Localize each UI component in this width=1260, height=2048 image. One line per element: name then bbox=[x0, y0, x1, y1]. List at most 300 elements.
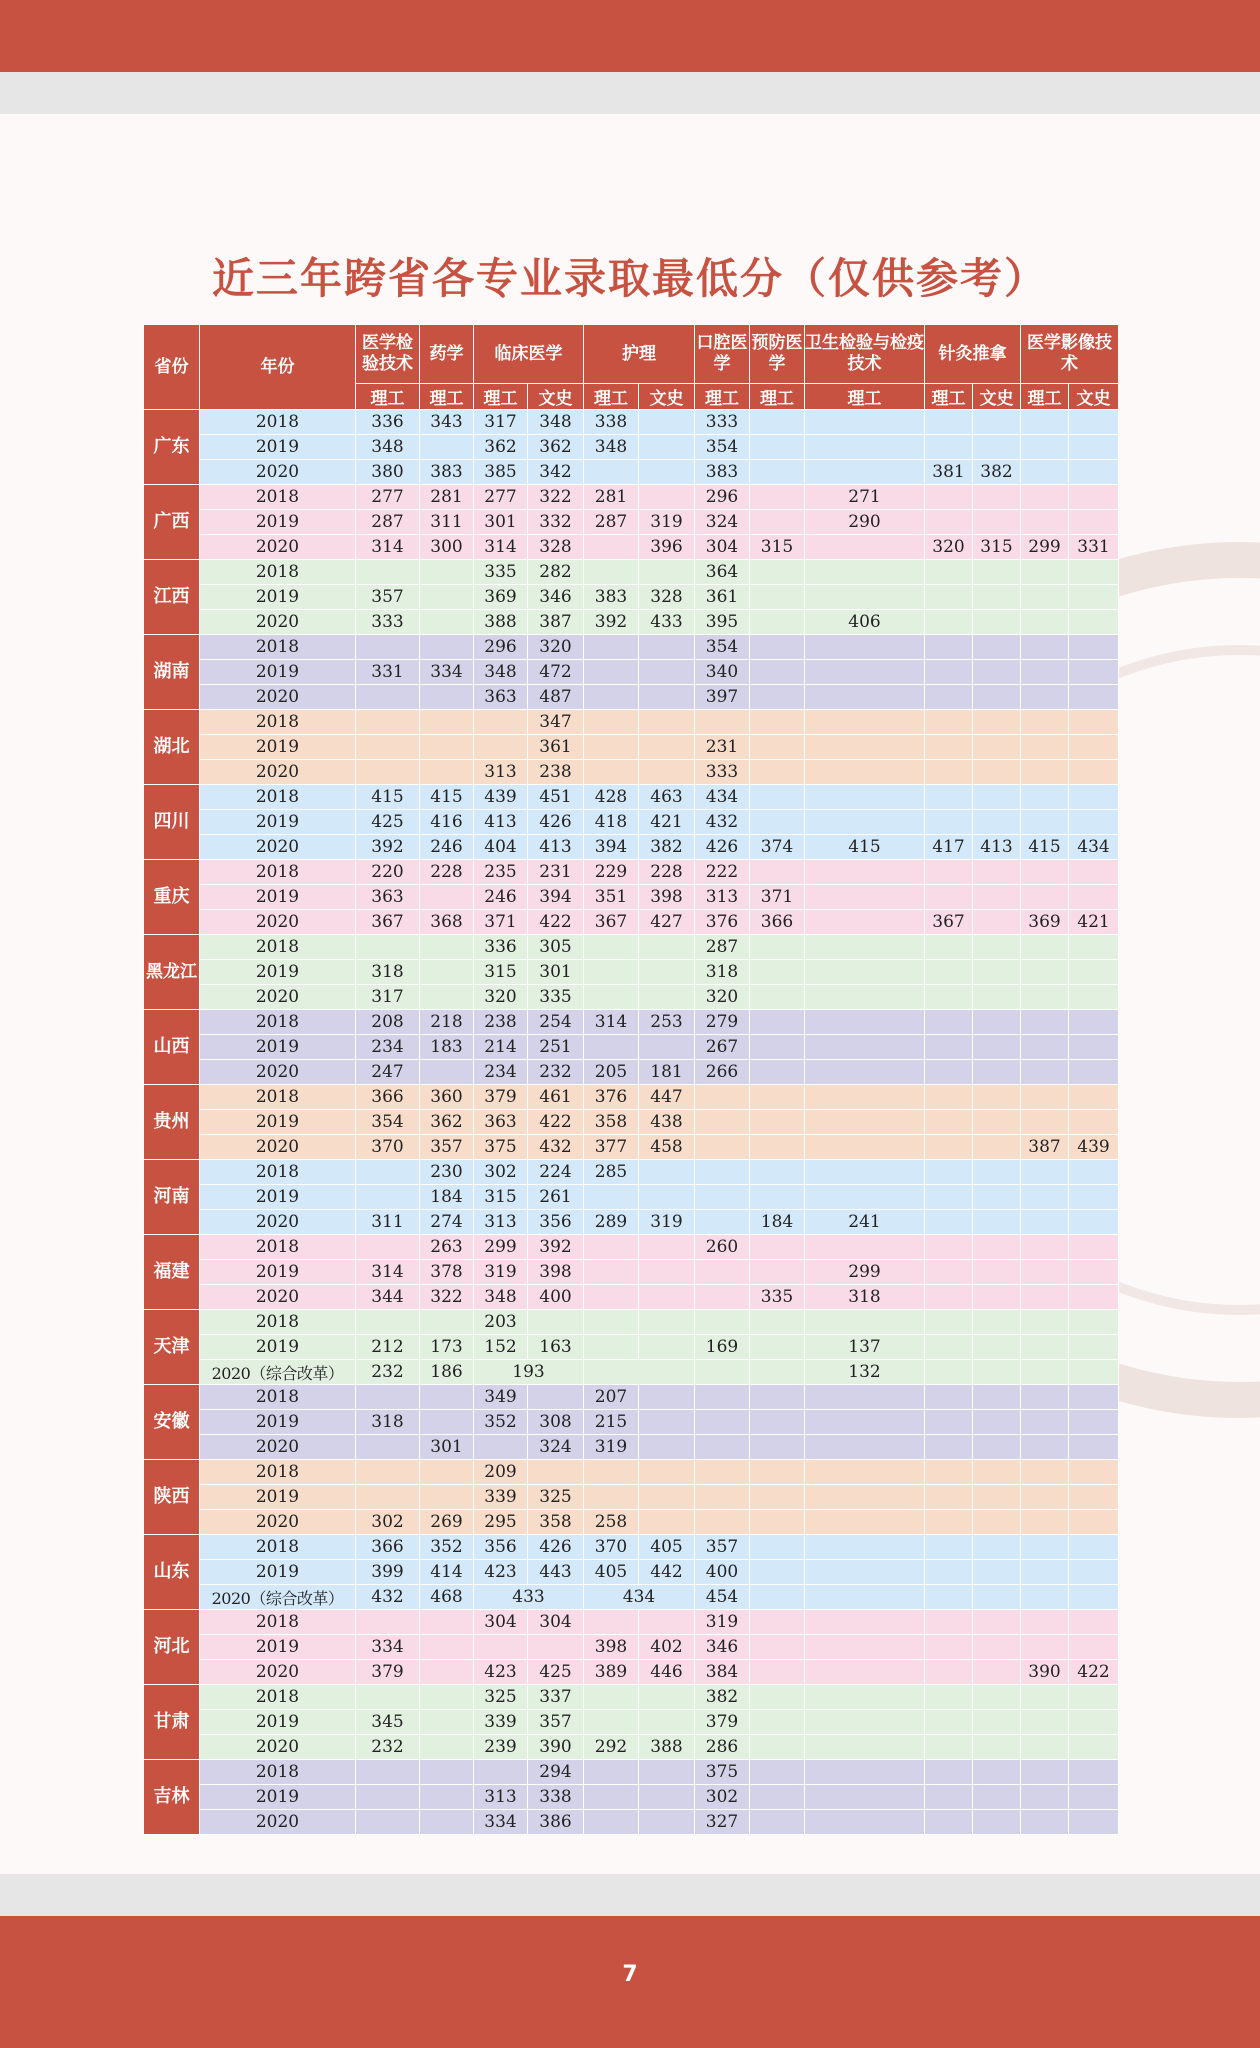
header-subject-type: 理工 bbox=[695, 384, 750, 410]
score-cell: 220 bbox=[356, 860, 420, 885]
table-row bbox=[144, 1210, 1119, 1235]
score-cell bbox=[973, 1185, 1021, 1210]
score-cell: 295 bbox=[474, 1510, 528, 1535]
score-cell bbox=[695, 1110, 750, 1135]
table-row bbox=[144, 485, 1119, 510]
score-cell bbox=[1069, 1160, 1119, 1185]
score-cell: 357 bbox=[528, 1710, 584, 1735]
header-subject-type: 理工 bbox=[420, 384, 474, 410]
score-cell bbox=[973, 910, 1021, 935]
table-row bbox=[144, 660, 1119, 685]
score-cell bbox=[973, 1335, 1021, 1360]
table-row bbox=[144, 1410, 1119, 1435]
year-cell: 2019 bbox=[200, 1335, 356, 1360]
header-major: 预防医学 bbox=[750, 325, 805, 384]
score-cell: 386 bbox=[528, 1810, 584, 1835]
score-cell: 395 bbox=[695, 610, 750, 635]
year-cell: 2018 bbox=[200, 485, 356, 510]
score-cell: 367 bbox=[925, 910, 973, 935]
year-cell: 2020 bbox=[200, 1135, 356, 1160]
score-cell bbox=[639, 460, 695, 485]
score-cell bbox=[925, 1010, 973, 1035]
score-cell bbox=[695, 1485, 750, 1510]
score-cell: 300 bbox=[420, 535, 474, 560]
score-cell bbox=[750, 410, 805, 435]
score-cell: 390 bbox=[528, 1735, 584, 1760]
score-cell: 376 bbox=[695, 910, 750, 935]
score-cell: 338 bbox=[584, 410, 639, 435]
score-cell: 352 bbox=[474, 1410, 528, 1435]
score-cell bbox=[1069, 685, 1119, 710]
year-cell: 2019 bbox=[200, 1260, 356, 1285]
year-cell: 2020 bbox=[200, 1735, 356, 1760]
score-cell bbox=[805, 1810, 925, 1835]
year-cell: 2019 bbox=[200, 435, 356, 460]
score-cell: 305 bbox=[528, 935, 584, 960]
table-row bbox=[144, 1785, 1119, 1810]
score-cell bbox=[356, 1760, 420, 1785]
year-cell: 2019 bbox=[200, 1710, 356, 1735]
score-cell: 229 bbox=[584, 860, 639, 885]
table-row bbox=[144, 1260, 1119, 1285]
score-cell bbox=[925, 1510, 973, 1535]
score-cell bbox=[1069, 760, 1119, 785]
score-cell bbox=[973, 1410, 1021, 1435]
year-cell: 2019 bbox=[200, 1185, 356, 1210]
score-cell: 319 bbox=[474, 1260, 528, 1285]
score-cell: 215 bbox=[584, 1410, 639, 1435]
score-cell: 369 bbox=[1021, 910, 1069, 935]
year-cell: 2018 bbox=[200, 860, 356, 885]
score-cell: 193 bbox=[474, 1360, 584, 1385]
score-cell bbox=[356, 1810, 420, 1835]
score-cell: 290 bbox=[805, 510, 925, 535]
score-cell bbox=[805, 660, 925, 685]
score-cell bbox=[750, 1110, 805, 1135]
score-cell: 362 bbox=[528, 435, 584, 460]
score-cell bbox=[973, 1510, 1021, 1535]
score-cell bbox=[584, 560, 639, 585]
score-cell bbox=[973, 660, 1021, 685]
score-cell bbox=[420, 760, 474, 785]
score-cell bbox=[584, 460, 639, 485]
score-cell: 318 bbox=[805, 1285, 925, 1310]
score-cell bbox=[805, 1010, 925, 1035]
score-cell: 388 bbox=[639, 1735, 695, 1760]
score-cell bbox=[639, 1460, 695, 1485]
score-cell bbox=[420, 635, 474, 660]
score-cell: 327 bbox=[695, 1810, 750, 1835]
score-cell bbox=[584, 660, 639, 685]
score-cell bbox=[1069, 635, 1119, 660]
score-cell: 184 bbox=[750, 1210, 805, 1235]
score-cell: 352 bbox=[420, 1535, 474, 1560]
year-cell: 2018 bbox=[200, 785, 356, 810]
score-cell bbox=[474, 1760, 528, 1785]
score-cell bbox=[805, 585, 925, 610]
score-cell bbox=[584, 1360, 695, 1385]
score-cell bbox=[420, 710, 474, 735]
score-cell bbox=[420, 1460, 474, 1485]
score-cell bbox=[584, 710, 639, 735]
header-year: 年份 bbox=[200, 325, 356, 410]
score-cell bbox=[925, 560, 973, 585]
score-cell bbox=[584, 1285, 639, 1310]
score-cell bbox=[1069, 610, 1119, 635]
score-cell bbox=[1021, 810, 1069, 835]
score-cell bbox=[356, 1785, 420, 1810]
province-cell: 河北 bbox=[144, 1610, 200, 1685]
score-cell bbox=[1069, 1485, 1119, 1510]
year-cell: 2020 bbox=[200, 535, 356, 560]
table-row bbox=[144, 1035, 1119, 1060]
score-cell bbox=[420, 1685, 474, 1710]
year-cell: 2018 bbox=[200, 1610, 356, 1635]
score-cell bbox=[1021, 660, 1069, 685]
score-cell bbox=[925, 860, 973, 885]
score-cell: 398 bbox=[639, 885, 695, 910]
score-cell: 415 bbox=[805, 835, 925, 860]
score-cell bbox=[1021, 435, 1069, 460]
score-cell: 387 bbox=[1021, 1135, 1069, 1160]
header-major: 护理 bbox=[584, 325, 695, 384]
score-cell bbox=[805, 710, 925, 735]
score-cell bbox=[584, 535, 639, 560]
score-cell: 261 bbox=[528, 1185, 584, 1210]
year-cell: 2020 bbox=[200, 1435, 356, 1460]
score-cell bbox=[973, 935, 1021, 960]
score-cell: 332 bbox=[528, 510, 584, 535]
score-cell bbox=[973, 1660, 1021, 1685]
score-cell bbox=[805, 985, 925, 1010]
score-cell bbox=[1021, 1735, 1069, 1760]
score-cell bbox=[925, 1460, 973, 1485]
score-cell: 333 bbox=[695, 760, 750, 785]
year-cell: 2019 bbox=[200, 510, 356, 535]
score-cell: 325 bbox=[474, 1685, 528, 1710]
score-cell bbox=[474, 1635, 528, 1660]
province-cell: 广东 bbox=[144, 410, 200, 485]
score-cell bbox=[925, 1760, 973, 1785]
score-cell bbox=[639, 485, 695, 510]
score-cell: 334 bbox=[474, 1810, 528, 1835]
score-cell bbox=[639, 760, 695, 785]
score-cell bbox=[750, 785, 805, 810]
score-cell bbox=[973, 1210, 1021, 1235]
score-cell: 345 bbox=[356, 1710, 420, 1735]
score-cell bbox=[750, 435, 805, 460]
score-cell bbox=[420, 1410, 474, 1435]
year-cell: 2019 bbox=[200, 735, 356, 760]
score-cell bbox=[356, 1610, 420, 1635]
year-cell: 2018 bbox=[200, 935, 356, 960]
score-cell bbox=[973, 435, 1021, 460]
table-row bbox=[144, 535, 1119, 560]
year-cell: 2020 bbox=[200, 685, 356, 710]
score-cell bbox=[1069, 560, 1119, 585]
score-cell bbox=[973, 1585, 1021, 1610]
score-cell bbox=[1069, 1110, 1119, 1135]
score-cell bbox=[695, 1285, 750, 1310]
table-row bbox=[144, 985, 1119, 1010]
score-cell bbox=[1021, 510, 1069, 535]
score-cell bbox=[695, 1435, 750, 1460]
year-cell: 2020（综合改革） bbox=[200, 1585, 356, 1610]
year-cell: 2018 bbox=[200, 1460, 356, 1485]
score-cell bbox=[925, 1610, 973, 1635]
score-cell bbox=[584, 1785, 639, 1810]
year-cell: 2020 bbox=[200, 1285, 356, 1310]
score-cell bbox=[356, 1310, 420, 1335]
score-cell bbox=[750, 1485, 805, 1510]
score-cell: 186 bbox=[420, 1360, 474, 1385]
score-cell bbox=[1021, 1035, 1069, 1060]
score-cell: 366 bbox=[750, 910, 805, 935]
score-cell: 358 bbox=[528, 1510, 584, 1535]
score-cell: 443 bbox=[528, 1560, 584, 1585]
score-cell bbox=[973, 1535, 1021, 1560]
score-cell: 318 bbox=[356, 960, 420, 985]
table-row bbox=[144, 1285, 1119, 1310]
score-cell: 400 bbox=[528, 1285, 584, 1310]
score-cell bbox=[925, 735, 973, 760]
score-cell: 400 bbox=[695, 1560, 750, 1585]
score-cell bbox=[1069, 1510, 1119, 1535]
score-cell: 347 bbox=[528, 710, 584, 735]
score-cell bbox=[528, 1460, 584, 1485]
score-cell: 247 bbox=[356, 1060, 420, 1085]
score-cell bbox=[584, 760, 639, 785]
score-cell bbox=[750, 1235, 805, 1260]
score-cell: 320 bbox=[925, 535, 973, 560]
score-cell bbox=[805, 1685, 925, 1710]
header-major: 医学检验技术 bbox=[356, 325, 420, 384]
score-cell bbox=[1021, 1785, 1069, 1810]
table-row bbox=[144, 1235, 1119, 1260]
score-cell: 392 bbox=[528, 1235, 584, 1260]
score-cell: 371 bbox=[750, 885, 805, 910]
score-cell: 258 bbox=[584, 1510, 639, 1535]
score-cell: 434 bbox=[1069, 835, 1119, 860]
score-cell bbox=[1021, 1510, 1069, 1535]
score-cell bbox=[805, 1235, 925, 1260]
score-cell bbox=[584, 1485, 639, 1510]
score-cell bbox=[639, 1185, 695, 1210]
year-cell: 2019 bbox=[200, 660, 356, 685]
score-cell bbox=[584, 1810, 639, 1835]
table-row bbox=[144, 760, 1119, 785]
score-cell bbox=[1021, 1410, 1069, 1435]
score-cell: 246 bbox=[420, 835, 474, 860]
score-cell bbox=[1021, 935, 1069, 960]
score-cell: 209 bbox=[474, 1460, 528, 1485]
score-cell bbox=[528, 1385, 584, 1410]
table-row bbox=[144, 1010, 1119, 1035]
table-header bbox=[144, 325, 1119, 410]
score-cell bbox=[750, 1010, 805, 1035]
score-cell: 271 bbox=[805, 485, 925, 510]
table-row bbox=[144, 1610, 1119, 1635]
score-cell bbox=[639, 1510, 695, 1535]
score-cell: 286 bbox=[695, 1735, 750, 1760]
score-cell bbox=[925, 1735, 973, 1760]
year-cell: 2019 bbox=[200, 810, 356, 835]
score-cell bbox=[695, 1385, 750, 1410]
score-cell: 385 bbox=[474, 460, 528, 485]
table-row bbox=[144, 1535, 1119, 1560]
score-cell bbox=[1069, 1810, 1119, 1835]
score-cell bbox=[750, 1460, 805, 1485]
score-cell bbox=[805, 1310, 925, 1335]
score-cell: 394 bbox=[584, 835, 639, 860]
score-cell bbox=[973, 1110, 1021, 1135]
score-cell: 375 bbox=[474, 1135, 528, 1160]
admission-score-table bbox=[143, 324, 1119, 1835]
score-cell bbox=[973, 985, 1021, 1010]
score-cell: 358 bbox=[584, 1110, 639, 1135]
score-cell: 333 bbox=[695, 410, 750, 435]
score-cell: 356 bbox=[528, 1210, 584, 1235]
score-cell bbox=[925, 1635, 973, 1660]
table-row bbox=[144, 585, 1119, 610]
score-cell: 348 bbox=[356, 435, 420, 460]
score-cell: 348 bbox=[584, 435, 639, 460]
score-cell bbox=[973, 1260, 1021, 1285]
score-cell: 414 bbox=[420, 1560, 474, 1585]
score-cell: 426 bbox=[528, 810, 584, 835]
table-row bbox=[144, 1710, 1119, 1735]
score-cell bbox=[973, 560, 1021, 585]
score-cell: 308 bbox=[528, 1410, 584, 1435]
score-cell bbox=[474, 735, 528, 760]
score-cell bbox=[805, 1060, 925, 1085]
score-cell bbox=[639, 960, 695, 985]
score-cell bbox=[973, 1785, 1021, 1810]
score-cell: 314 bbox=[474, 535, 528, 560]
score-cell bbox=[1069, 1010, 1119, 1035]
score-cell bbox=[973, 485, 1021, 510]
score-cell bbox=[805, 910, 925, 935]
score-cell bbox=[925, 1560, 973, 1585]
score-cell bbox=[925, 785, 973, 810]
score-cell bbox=[1021, 1335, 1069, 1360]
score-cell: 396 bbox=[639, 535, 695, 560]
score-cell: 434 bbox=[695, 785, 750, 810]
score-cell: 317 bbox=[474, 410, 528, 435]
score-cell bbox=[1021, 785, 1069, 810]
year-cell: 2020 bbox=[200, 910, 356, 935]
table-row bbox=[144, 1185, 1119, 1210]
header-major: 针灸推拿 bbox=[925, 325, 1021, 384]
score-cell bbox=[356, 935, 420, 960]
score-cell bbox=[805, 1385, 925, 1410]
year-cell: 2018 bbox=[200, 1085, 356, 1110]
score-cell: 314 bbox=[356, 1260, 420, 1285]
score-cell: 279 bbox=[695, 1010, 750, 1035]
year-cell: 2018 bbox=[200, 1535, 356, 1560]
score-cell bbox=[1069, 1410, 1119, 1435]
score-cell bbox=[973, 735, 1021, 760]
score-cell bbox=[973, 1360, 1021, 1385]
score-cell: 381 bbox=[925, 460, 973, 485]
score-cell: 375 bbox=[695, 1760, 750, 1785]
score-cell bbox=[584, 1710, 639, 1735]
score-cell bbox=[1021, 1385, 1069, 1410]
score-cell: 260 bbox=[695, 1235, 750, 1260]
score-cell: 238 bbox=[528, 760, 584, 785]
header-subject-type: 理工 bbox=[750, 384, 805, 410]
score-cell: 294 bbox=[528, 1760, 584, 1785]
score-cell bbox=[695, 1310, 750, 1335]
score-cell bbox=[1021, 1235, 1069, 1260]
score-cell bbox=[639, 1610, 695, 1635]
score-cell bbox=[805, 1785, 925, 1810]
score-cell: 426 bbox=[528, 1535, 584, 1560]
score-cell bbox=[973, 1160, 1021, 1185]
score-cell bbox=[750, 1735, 805, 1760]
score-cell bbox=[805, 1535, 925, 1560]
score-cell: 224 bbox=[528, 1160, 584, 1185]
score-cell: 487 bbox=[528, 685, 584, 710]
score-cell: 322 bbox=[528, 485, 584, 510]
score-cell bbox=[973, 1760, 1021, 1785]
score-cell bbox=[420, 735, 474, 760]
score-cell: 370 bbox=[584, 1535, 639, 1560]
score-cell bbox=[420, 1810, 474, 1835]
score-cell: 428 bbox=[584, 785, 639, 810]
table-row bbox=[144, 610, 1119, 635]
table-body bbox=[144, 410, 1119, 1835]
score-cell bbox=[805, 860, 925, 885]
score-cell: 354 bbox=[695, 435, 750, 460]
score-cell bbox=[750, 660, 805, 685]
score-cell bbox=[1021, 1360, 1069, 1385]
score-cell bbox=[925, 885, 973, 910]
score-cell bbox=[1021, 760, 1069, 785]
score-cell bbox=[639, 1260, 695, 1285]
score-cell bbox=[1021, 560, 1069, 585]
score-cell: 228 bbox=[420, 860, 474, 885]
score-cell bbox=[973, 1085, 1021, 1110]
score-cell bbox=[584, 1260, 639, 1285]
score-cell: 451 bbox=[528, 785, 584, 810]
score-cell: 218 bbox=[420, 1010, 474, 1035]
score-cell: 334 bbox=[356, 1635, 420, 1660]
score-cell bbox=[1021, 1310, 1069, 1335]
score-cell bbox=[973, 1610, 1021, 1635]
score-cell bbox=[528, 1310, 584, 1335]
score-cell bbox=[805, 1710, 925, 1735]
score-cell bbox=[973, 585, 1021, 610]
score-cell: 222 bbox=[695, 860, 750, 885]
score-cell: 205 bbox=[584, 1060, 639, 1085]
score-cell: 277 bbox=[474, 485, 528, 510]
score-cell: 318 bbox=[356, 1410, 420, 1435]
score-cell: 389 bbox=[584, 1660, 639, 1685]
score-cell bbox=[1021, 1085, 1069, 1110]
score-cell: 463 bbox=[639, 785, 695, 810]
score-cell bbox=[1069, 1735, 1119, 1760]
score-cell bbox=[639, 1485, 695, 1510]
score-cell: 163 bbox=[528, 1335, 584, 1360]
year-cell: 2018 bbox=[200, 410, 356, 435]
score-cell: 439 bbox=[474, 785, 528, 810]
score-cell: 269 bbox=[420, 1510, 474, 1535]
score-cell: 362 bbox=[474, 435, 528, 460]
score-cell bbox=[925, 985, 973, 1010]
score-cell bbox=[695, 710, 750, 735]
year-cell: 2018 bbox=[200, 635, 356, 660]
